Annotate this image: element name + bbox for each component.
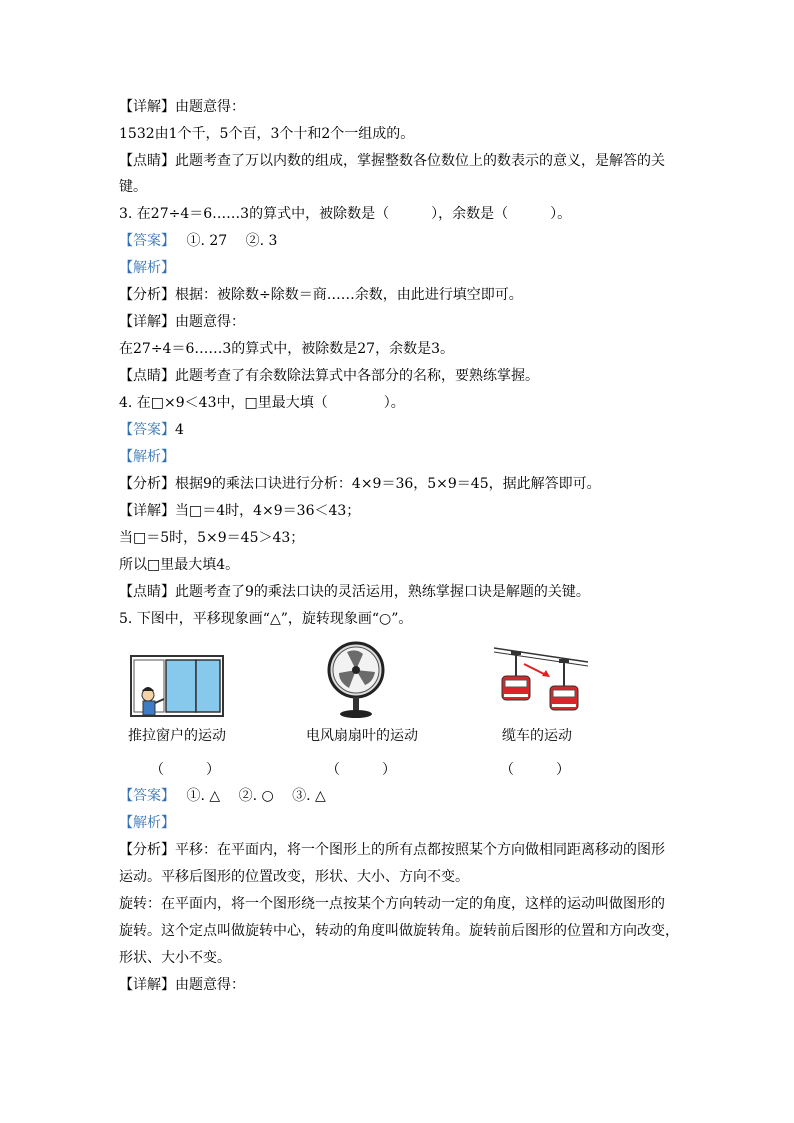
detail-heading: 【详解】由题意得：: [119, 99, 245, 115]
question-5: 5. 下图中，平移现象画“△”，旋转现象画“○”。: [119, 611, 413, 627]
text-line: 旋转：在平面内，将一个图形绕一点按某个方向转动一定的角度，这样的运动叫做图形的: [119, 896, 665, 912]
answer-tag: 【答案】: [119, 788, 168, 804]
text-line: 【点睛】此题考查了有余数除法算式中各部分的名称，要熟练掌握。: [119, 368, 539, 384]
figure-caption-fan: 电风扇扇叶的运动: [306, 728, 418, 744]
electric-fan-image: [325, 640, 387, 720]
text-line: 【分析】根据9的乘法口诀进行分析：4×9＝36，5×9＝45，据此解答即可。: [119, 476, 601, 492]
answer-line: [119, 786, 326, 806]
text-line: 运动。平移后图形的位置改变，形状、大小、方向不变。: [119, 869, 469, 885]
text-line: 在27÷4＝6……3的算式中，被除数是27，余数是3。: [119, 341, 454, 357]
figure-caption-window: 推拉窗户的运动: [128, 728, 226, 744]
analysis-tag: 【解析】: [119, 815, 175, 831]
cable-car-image: [492, 642, 590, 720]
text-line: 旋转。这个定点叫做旋转中心，转动的角度叫做旋转角。旋转前后图形的位置和方向改变，: [119, 923, 679, 939]
answer-blank: （ ）: [326, 762, 396, 778]
answer-line: [119, 420, 184, 440]
text-line: 形状、大小不变。: [119, 950, 231, 966]
text-line: 【点睛】此题考查了9的乘法口诀的灵活运用，熟练掌握口诀是解题的关键。: [119, 584, 590, 600]
answer-text: 4: [175, 422, 184, 438]
answer-text: ①. 27 ②. 3: [168, 233, 278, 249]
text-line: 键。: [119, 179, 147, 195]
text-line: 【分析】根据：被除数÷除数＝商……余数，由此进行填空即可。: [119, 287, 523, 303]
text-line: 当□＝5时，5×9＝45＞43；: [119, 530, 305, 546]
figure-caption-cable-car: 缆车的运动: [502, 728, 572, 744]
answer-blank: （ ）: [150, 762, 220, 778]
detail-heading: 【详解】由题意得：: [119, 977, 245, 993]
answer-tag: 【答案】: [119, 422, 175, 438]
text-line: 【详解】当□＝4时，4×9＝36＜43；: [119, 503, 361, 519]
analysis-tag: 【解析】: [119, 449, 175, 465]
analysis-tag: 【解析】: [119, 260, 175, 276]
text-line: 【分析】平移：在平面内，将一个图形上的所有点都按照某个方向做相同距离移动的图形: [119, 842, 665, 858]
text-line: 1532由1个千，5个百，3个十和2个一组成的。: [119, 126, 415, 142]
answer-blank: （ ）: [500, 762, 570, 778]
answer-line: [119, 231, 277, 251]
question-3: 3. 在27÷4＝6……3的算式中，被除数是（ ），余数是（ ）。: [119, 206, 572, 222]
sliding-window-image: [130, 655, 224, 717]
text-line: 【点睛】此题考查了万以内数的组成，掌握整数各位数位上的数表示的意义，是解答的关: [119, 153, 665, 169]
answer-text: ①. △ ②. ○ ③. △: [168, 788, 326, 804]
text-line: 【详解】由题意得：: [119, 314, 245, 330]
question-4: 4. 在□×9＜43中，□里最大填（ ）。: [119, 395, 405, 411]
text-line: 所以□里最大填4。: [119, 557, 240, 573]
answer-tag: 【答案】: [119, 233, 168, 249]
